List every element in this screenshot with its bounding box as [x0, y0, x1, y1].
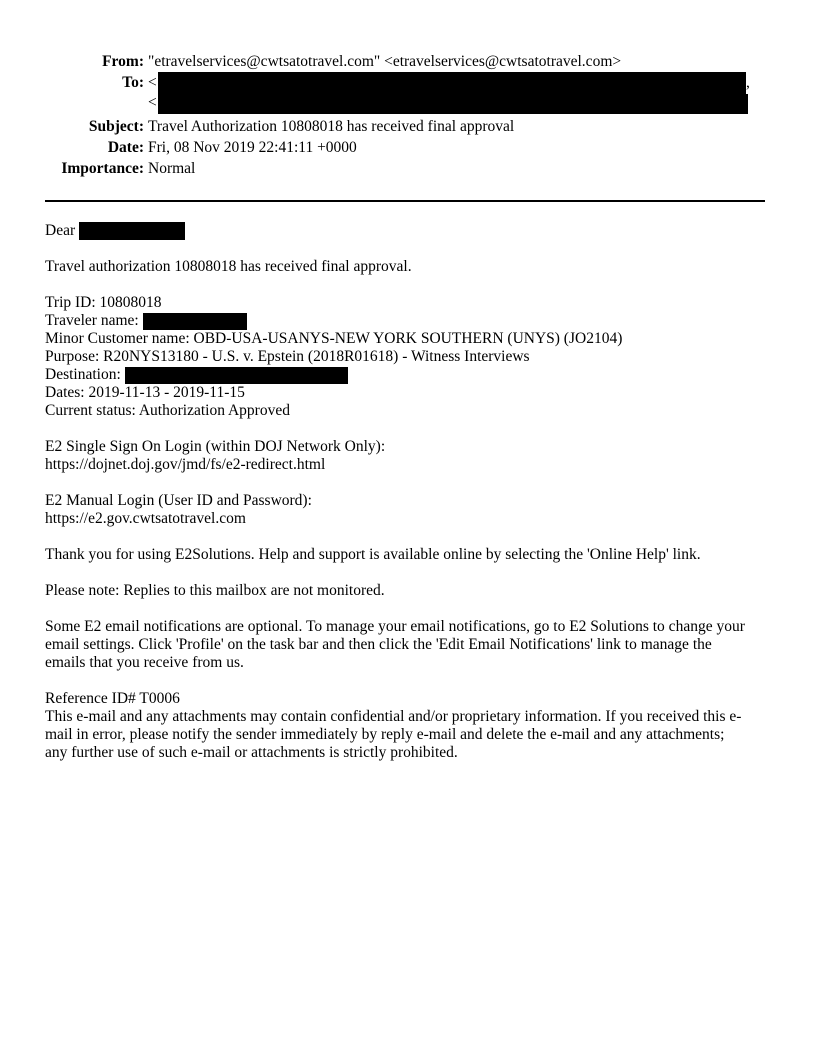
dates: Dates: 2019-11-13 - 2019-11-15 — [45, 384, 245, 402]
manual-url[interactable]: https://e2.gov.cwtsatotravel.com — [45, 510, 246, 528]
to-row — [0, 74, 816, 118]
reference-id: Reference ID# T0006 — [45, 690, 180, 708]
importance-label: Importance: — [61, 160, 144, 177]
destination-line — [45, 366, 775, 384]
minor-customer: Minor Customer name: OBD-USA-USANYS-NEW YORK SOUTHERN (UNYS) (JO2104) — [45, 330, 623, 348]
optional-line: emails that you receive from us. — [45, 654, 244, 672]
traveler-name-line — [45, 312, 775, 330]
destination-redaction — [125, 367, 348, 384]
trip-id: Trip ID: 10808018 — [45, 294, 162, 312]
subject-row — [0, 118, 816, 139]
email-body — [45, 222, 775, 780]
intro-paragraph: Travel authorization 10808018 has received final approval. — [45, 258, 412, 276]
header-divider — [45, 200, 765, 202]
thanks-paragraph: Thank you for using E2Solutions. Help and support is available online by selecting the 'Online Help' link. — [45, 546, 701, 564]
disclaimer-line: any further use of such e-mail or attachments is strictly prohibited. — [45, 744, 458, 762]
from-label: From: — [102, 53, 144, 70]
greeting-text: Dear — [45, 222, 76, 239]
to-label: To: — [122, 74, 144, 91]
destination-label: Destination: — [45, 366, 121, 384]
date-label: Date: — [107, 139, 144, 156]
note-paragraph: Please note: Replies to this mailbox are not monitored. — [45, 582, 385, 600]
current-status: Current status: Authorization Approved — [45, 402, 290, 420]
email-header — [0, 53, 816, 181]
optional-notifications-paragraph — [45, 618, 775, 672]
traveler-label: Traveler name: — [45, 312, 139, 330]
to-comma: , — [746, 74, 750, 91]
to-bracket-1: < — [148, 74, 157, 91]
manual-label: E2 Manual Login (User ID and Password): — [45, 492, 312, 510]
footer-paragraph — [45, 690, 775, 762]
traveler-name-redaction — [143, 313, 247, 330]
to-bracket-2: < — [148, 94, 157, 111]
disclaimer-line: mail in error, please notify the sender immediately by reply e-mail and delete the e-mail and any attachments; — [45, 726, 725, 744]
date-value: Fri, 08 Nov 2019 22:41:11 +0000 — [148, 139, 357, 156]
importance-value: Normal — [148, 160, 196, 177]
importance-row — [0, 160, 816, 181]
to-redaction-2 — [158, 94, 748, 114]
sso-login — [45, 438, 775, 474]
manual-login — [45, 492, 775, 528]
from-row — [0, 53, 816, 74]
from-value: "etravelservices@cwtsatotravel.com" <etravelservices@cwtsatotravel.com> — [148, 53, 622, 70]
greeting — [45, 222, 775, 240]
to-redaction-1 — [158, 72, 746, 94]
optional-line: Some E2 email notifications are optional. To manage your email notifications, go to E2 Solutions to change your — [45, 618, 745, 636]
sso-label: E2 Single Sign On Login (within DOJ Network Only): — [45, 438, 386, 456]
purpose: Purpose: R20NYS13180 - U.S. v. Epstein (2018R01618) - Witness Interviews — [45, 348, 530, 366]
disclaimer-line: This e-mail and any attachments may contain confidential and/or proprietary information. If you received this e- — [45, 708, 742, 726]
optional-line: email settings. Click 'Profile' on the task bar and then click the 'Edit Email Notifications' link to manage the — [45, 636, 712, 654]
date-row — [0, 139, 816, 160]
subject-label: Subject: — [88, 118, 144, 135]
recipient-name-redaction — [79, 222, 185, 240]
trip-details — [45, 294, 775, 420]
subject-value: Travel Authorization 10808018 has received final approval — [148, 118, 515, 135]
sso-url[interactable]: https://dojnet.doj.gov/jmd/fs/e2-redirect.html — [45, 456, 326, 474]
